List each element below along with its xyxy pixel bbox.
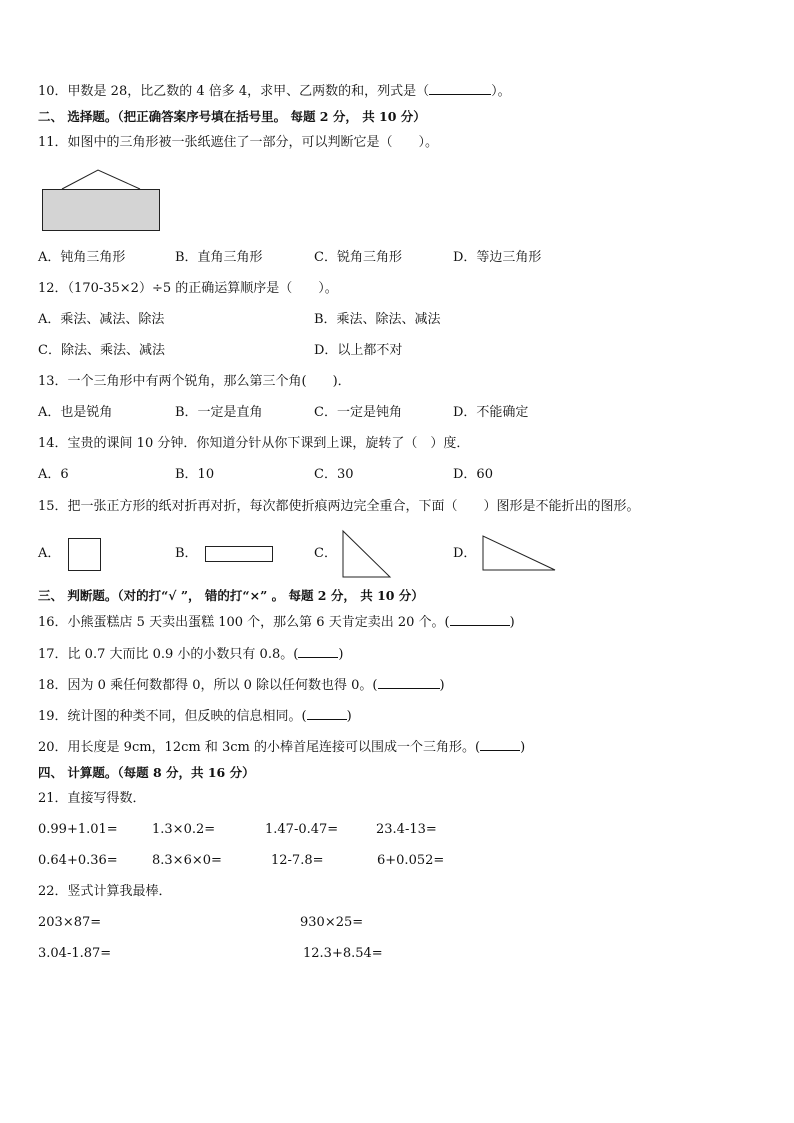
q15-option-a[interactable]: A． <box>38 546 61 561</box>
question-text: 17．比 0.7 大而比 0.9 小的小数只有 0.8。( <box>38 647 299 662</box>
question-text-end: ) <box>439 678 445 693</box>
calc-item: 1.3×0.2= <box>152 822 216 837</box>
q13-option-c[interactable]: C．一定是钝角 <box>314 405 402 420</box>
question-13: 13．一个三角形中有两个锐角，那么第三个角( )． <box>38 374 351 389</box>
q11-option-c[interactable]: C．锐角三角形 <box>314 250 402 265</box>
question-19 <box>38 707 352 726</box>
answer-blank[interactable] <box>378 676 440 689</box>
section-4-heading: 四、 计算题。（每题 8 分，共 16 分） <box>38 765 255 780</box>
q13-option-b[interactable]: B．一定是直角 <box>175 405 263 420</box>
question-14: 14．宝贵的课间 10 分钟．你知道分针从你下课到上课，旋转了（ ）度． <box>38 436 470 451</box>
question-text-end: ) <box>346 709 352 724</box>
question-12: 12．（170-35×2）÷5 的正确运算顺序是（ ）。 <box>38 281 338 296</box>
q14-option-b[interactable]: B．10 <box>175 467 215 482</box>
question-15: 15．把一张正方形的纸对折再对折，每次都使折痕两边完全重合，下面（ ）图形是不能折出的图形。 <box>38 499 640 514</box>
covered-triangle-figure <box>42 168 162 233</box>
q15-option-c[interactable]: C． <box>314 546 337 561</box>
q11-option-b[interactable]: B．直角三角形 <box>175 250 263 265</box>
rectangle-shape <box>205 546 275 564</box>
calc-item: 0.64+0.36= <box>38 853 118 868</box>
q11-option-d[interactable]: D．等边三角形 <box>453 250 542 265</box>
question-text: ．甲数是 28，比乙数的 4 倍多 4，求甲、乙两数的和，列式是（ <box>54 84 430 99</box>
calc-item: 0.99+1.01= <box>38 822 118 837</box>
q12-option-a[interactable]: A．乘法、减法、除法 <box>38 312 165 327</box>
answer-blank[interactable] <box>429 82 491 95</box>
question-18 <box>38 676 445 695</box>
cover-paper <box>43 190 160 231</box>
question-text-end: ) <box>520 740 526 755</box>
q14-option-d[interactable]: D．60 <box>453 467 493 482</box>
question-text-end: ）。 <box>491 84 511 99</box>
question-21: 21．直接写得数． <box>38 791 146 806</box>
question-text: 20．用长度是 9cm，12cm 和 3cm 的小棒首尾连接可以围成一个三角形。( <box>38 740 481 755</box>
q12-option-b[interactable]: B．乘法、除法、减法 <box>314 312 441 327</box>
question-text: 19．统计图的种类不同，但反映的信息相同。( <box>38 709 307 724</box>
answer-blank[interactable] <box>450 613 510 626</box>
q13-option-a[interactable]: A．也是锐角 <box>38 405 113 420</box>
calc-item: 12-7.8= <box>271 853 324 868</box>
question-17 <box>38 645 343 664</box>
question-10 <box>38 82 511 101</box>
question-22: 22．竖式计算我最棒． <box>38 884 172 899</box>
isosceles-right-triangle-shape <box>342 530 394 580</box>
question-text: 18．因为 0 乘任何数都得 0，所以 0 除以任何数也得 0。( <box>38 678 378 693</box>
calc-item: 23.4-13= <box>376 822 437 837</box>
question-text-end: ) <box>338 647 344 662</box>
calc-item: 3.04-1.87= <box>38 946 112 961</box>
calc-item: 8.3×6×0= <box>152 853 222 868</box>
calc-item: 1.47-0.47= <box>265 822 339 837</box>
question-11: 11．如图中的三角形被一张纸遮住了一部分，可以判断它是（ ）。 <box>38 135 439 150</box>
question-20 <box>38 738 525 757</box>
q12-option-c[interactable]: C．除法、乘法、减法 <box>38 343 165 358</box>
calc-item: 6+0.052= <box>377 853 445 868</box>
question-number: 10 <box>38 84 55 99</box>
calc-item: 930×25= <box>300 915 364 930</box>
q11-option-a[interactable]: A．钝角三角形 <box>38 250 126 265</box>
question-text-end: ) <box>509 615 515 630</box>
question-16 <box>38 613 515 632</box>
calc-item: 12.3+8.54= <box>303 946 383 961</box>
section-2-heading: 二、 选择题。（把正确答案序号填在括号里。 每题 2 分， 共 10 分） <box>38 109 426 124</box>
calc-item: 203×87= <box>38 915 102 930</box>
triangle-top-edges <box>62 170 140 189</box>
q12-option-d[interactable]: D．以上都不对 <box>314 343 403 358</box>
answer-blank[interactable] <box>480 738 520 751</box>
q14-option-c[interactable]: C．30 <box>314 467 354 482</box>
q14-option-a[interactable]: A．6 <box>38 467 69 482</box>
answer-blank[interactable] <box>307 707 347 720</box>
answer-blank[interactable] <box>298 645 338 658</box>
section-3-heading: 三、 判断题。（对的打“√ ”， 错的打“×” 。 每题 2 分， 共 10 分） <box>38 588 424 603</box>
q15-option-d[interactable]: D． <box>453 546 477 561</box>
right-triangle-shape <box>482 535 558 573</box>
q15-option-b[interactable]: B． <box>175 546 198 561</box>
square-shape <box>68 538 102 572</box>
question-text: 16．小熊蛋糕店 5 天卖出蛋糕 100 个，那么第 6 天肯定卖出 20 个。( <box>38 615 450 630</box>
q13-option-d[interactable]: D．不能确定 <box>453 405 529 420</box>
